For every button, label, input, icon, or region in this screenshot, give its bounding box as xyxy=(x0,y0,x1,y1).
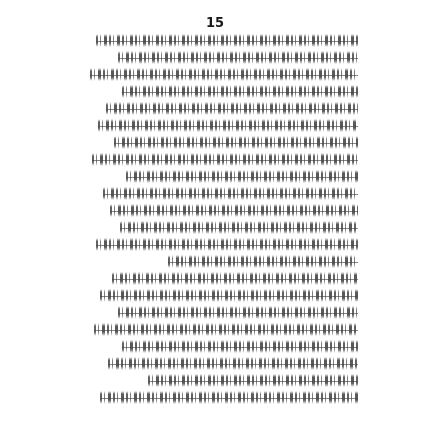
text-line xyxy=(98,119,358,132)
text-line xyxy=(118,306,358,319)
text-line xyxy=(92,153,358,166)
text-line xyxy=(122,340,358,353)
text-line xyxy=(100,391,358,404)
text-line xyxy=(100,289,358,302)
text-line xyxy=(126,170,358,183)
text-line xyxy=(94,323,358,336)
text-line xyxy=(110,204,358,217)
text-line xyxy=(122,85,358,98)
text-line xyxy=(112,272,358,285)
text-line xyxy=(120,221,358,234)
text-line xyxy=(118,51,358,64)
text-line xyxy=(96,238,358,251)
text-line xyxy=(108,357,358,370)
text-line xyxy=(90,68,358,81)
text-line xyxy=(148,374,358,387)
urdu-text-body xyxy=(88,34,358,406)
page-number: 15 xyxy=(205,16,225,31)
text-line xyxy=(103,187,358,200)
text-line xyxy=(106,102,358,115)
text-line xyxy=(114,136,358,149)
text-line xyxy=(96,34,358,47)
text-line xyxy=(168,255,358,268)
